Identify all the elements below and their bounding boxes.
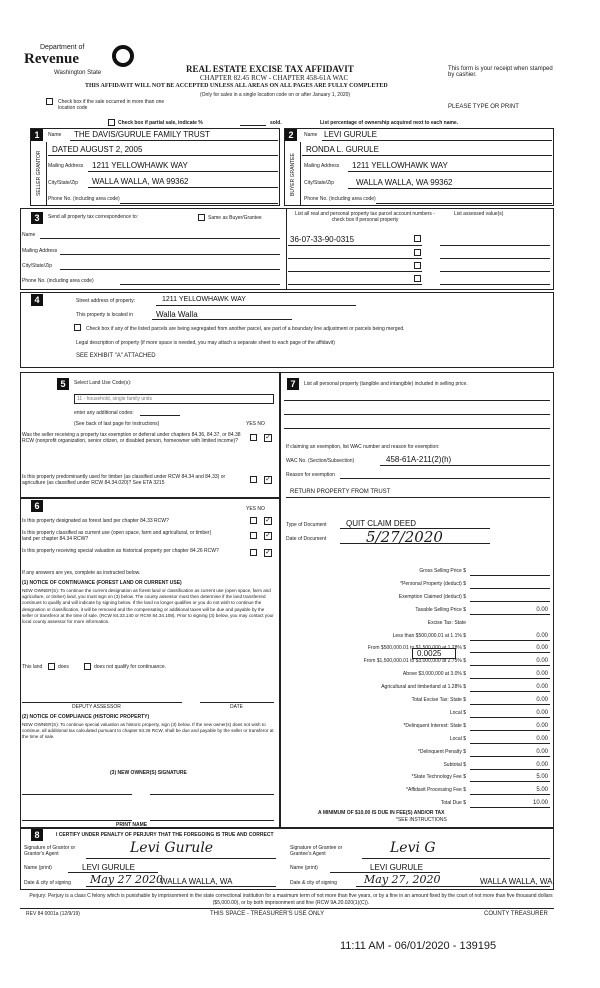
s5-q1-yes[interactable] xyxy=(250,434,257,441)
tax-row-label: *Personal Property (deduct) $ xyxy=(400,581,466,587)
continuance-text: NEW OWNER(S): To continue the current designation as forest land or classification as current use (open space, farm and agriculture, or timber) land, you must sign on (3) below. The county assessor must then determine if the land transferred continues to qualify and will indicate by signing below. If the land no longer qualifies or you do not wish to continue the designation or classification, it will be removed and the compensating or additional taxes will be due and payable by the seller or transferor at the time of sale. (RCW 84.33.140 or RCW 84.34.108). Prior to signing (3) below, you may contact your local county assessor for more information. xyxy=(22,588,274,625)
see-back-note: (See back of last page for instructions) xyxy=(74,421,160,427)
minimum-due-note: A MINIMUM OF $10.00 IS DUE IN FEE(S) AND/OR TAX xyxy=(318,810,445,816)
tax-row-value[interactable]: 0.00 xyxy=(536,671,548,677)
tax-row-value[interactable]: 5.00 xyxy=(536,787,548,793)
seller-side-label: SELLER GRANTOR xyxy=(36,150,42,196)
s6-q1-no[interactable]: ✓ xyxy=(265,517,271,524)
s6-q2-no[interactable]: ✓ xyxy=(265,532,271,539)
section-1-number: 1 xyxy=(31,129,43,141)
tax-row-label: Total Due $ xyxy=(440,800,466,806)
parcel-number-1[interactable]: 36-07-33-90-0315 xyxy=(290,235,355,244)
s6-q1: Is this property designated as forest land per chapter 84.33 RCW? xyxy=(22,518,169,524)
personal-property-checkbox-4[interactable] xyxy=(414,275,421,282)
grantee-signature[interactable]: Levi G xyxy=(390,840,436,856)
section-4-number: 4 xyxy=(31,294,43,306)
tax-row-label: *Delinquent Penalty $ xyxy=(417,749,466,755)
treasurer-space-label: THIS SPACE - TREASURER'S USE ONLY xyxy=(210,911,325,917)
assessor-date-label: DATE xyxy=(230,704,243,710)
section-3-number: 3 xyxy=(31,212,43,224)
form-title: REAL ESTATE EXCISE TAX AFFIDAVIT xyxy=(186,64,354,74)
single-location-note: (Only for sales in a single location code on or after January 1, 2020) xyxy=(200,92,351,98)
tax-row-label: Agricultural and timberland at 1.28% $ xyxy=(381,684,466,690)
buyer-side-label: BUYER GRANTEE xyxy=(290,153,296,196)
grantee-sign-date[interactable]: May 27, 2020 xyxy=(364,873,441,886)
parcel-header: List all real and personal property tax parcel account numbers - check box if personal property xyxy=(295,211,435,223)
s6-q3: Is this property receiving special valuation as historical property per chapter 84.26 RCW? xyxy=(22,548,219,554)
tax-row-value[interactable]: 0.00 xyxy=(536,762,548,768)
same-as-buyer-checkbox[interactable] xyxy=(198,214,205,221)
s6-q1-yes[interactable] xyxy=(250,517,257,524)
tax-row-label: Subtotal $ xyxy=(443,762,466,768)
tax-row-label: Exemption Claimed (deduct) $ xyxy=(398,594,466,600)
grantee-sign-city[interactable]: WALLA WALLA, WA xyxy=(480,877,553,886)
send-correspondence-label: Send all property tax correspondence to: xyxy=(48,214,139,220)
seller-city-label: City/State/Zip xyxy=(48,180,79,186)
same-as-buyer-label: Same as Buyer/Grantee xyxy=(208,215,262,221)
buyer-phone-label: Phone No. (including area code) xyxy=(304,196,376,202)
partial-sale-label: Check box if partial sale, indicate % xyxy=(118,120,203,126)
tax-row-value[interactable]: 0.00 xyxy=(536,723,548,729)
seller-name-label: Name xyxy=(48,132,62,138)
buyer-mailing-label: Mailing Address xyxy=(304,163,340,169)
buyer-name-label: Name xyxy=(304,132,318,138)
land-use-select[interactable] xyxy=(74,394,274,404)
tax-row-label: Gross Selling Price $ xyxy=(419,568,466,574)
land-does-checkbox[interactable] xyxy=(48,663,55,670)
tax-row-label: Excise Tax: State xyxy=(427,620,466,626)
grantor-signature[interactable]: Levi Gurule xyxy=(130,840,214,856)
exemption-label: If claiming an exemption, list WAC number and reason for exemption: xyxy=(286,444,440,450)
s3-mailing-label: Mailing Address xyxy=(22,248,58,254)
s5-q2-no[interactable]: ✓ xyxy=(265,476,271,483)
s6-q2-yes[interactable] xyxy=(250,532,257,539)
grantor-print-name[interactable]: LEVI GURULE xyxy=(82,863,135,872)
form-subtitle: CHAPTER 82.45 RCW - CHAPTER 458-61A WAC xyxy=(200,74,349,82)
print-name-label: PRINT NAME xyxy=(116,822,148,828)
tax-row-label: From $500,000.01 to $1,500,000 at 1.28% $ xyxy=(367,645,466,651)
located-label: This property is located in xyxy=(76,312,133,318)
land-use-value: 11 - household, single family units xyxy=(77,396,152,402)
assessed-header: List assessed value(s) xyxy=(454,211,504,217)
reason-label: Reason for exemption xyxy=(286,472,335,478)
section-7-number: 7 xyxy=(287,378,299,390)
grantee-name-label: Name (print) xyxy=(290,865,318,871)
grantee-sig-label: Signature of Grantee or Grantee's Agent xyxy=(290,845,343,857)
seller-mailing-label: Mailing Address xyxy=(48,163,84,169)
multi-location-label: Check box if the sale occurred in more than one location code xyxy=(58,99,165,111)
s5-q2-yes[interactable] xyxy=(250,476,257,483)
tax-row-value[interactable]: 0.00 xyxy=(536,736,548,742)
doc-date-label: Date of Document xyxy=(286,536,327,542)
tax-row-value[interactable]: 0.00 xyxy=(536,607,548,613)
personal-property-checkbox-2[interactable] xyxy=(414,249,421,256)
legal-description[interactable]: SEE EXHIBIT "A" ATTACHED xyxy=(76,353,156,359)
tax-row-label: Less than $500,000.01 at 1.1% $ xyxy=(392,633,466,639)
washington-state-label: Washington State xyxy=(54,70,102,76)
street-label: Street address of property: xyxy=(76,298,136,304)
grantee-date-label: Date & city of signing xyxy=(290,880,337,886)
does-not-label: does not qualify for continuance. xyxy=(94,664,166,670)
personal-property-label: List all personal property (tangible and intangible) included in selling price. xyxy=(304,381,468,387)
tax-row-value[interactable]: 0.00 xyxy=(536,749,548,755)
grantor-sign-date[interactable]: May 27 2020 xyxy=(90,873,164,886)
revenue-logo-icon xyxy=(112,45,134,67)
local-rate-box[interactable] xyxy=(412,648,456,659)
new-owner-sig-label: (3) NEW OWNER(S) SIGNATURE xyxy=(110,770,187,776)
tax-row-value[interactable]: 0.00 xyxy=(536,658,548,664)
see-instructions: *SEE INSTRUCTIONS xyxy=(396,817,447,823)
revenue-logo-text: Revenue xyxy=(24,51,79,67)
compliance-text: NEW OWNER(S): To continue special valuation as historic property, sign (3) below. If the new owner(s) does not wish to continue, all additional tax calculated pursuant to chapter 84.26 RCW, shall be due and payable by the seller or transferor at the time of sale. xyxy=(22,722,274,740)
land-does-not-checkbox[interactable] xyxy=(84,663,91,670)
property-located[interactable]: Walla Walla xyxy=(156,310,198,319)
s5-q1: Was the seller receiving a property tax exemption or deferral under chapters 84.36, 84.37, or 84.38 RCW (nonprofit organization, senior citizen, or disabled person, homeowner with limited income)? xyxy=(22,432,241,444)
doc-date[interactable]: 5/27/2020 xyxy=(366,528,443,546)
property-street[interactable]: 1211 YELLOWHAWK WAY xyxy=(162,296,246,303)
continuance-title: (1) NOTICE OF CONTINUANCE (FOREST LAND OR CURRENT USE) xyxy=(22,580,182,586)
compliance-title: (2) NOTICE OF COMPLIANCE (HISTORIC PROPERTY) xyxy=(22,714,150,720)
receipt-note: This form is your receipt when stamped by cashier. xyxy=(448,66,553,78)
buyer-name[interactable]: LEVI GURULE xyxy=(324,130,377,139)
grantor-name-label: Name (print) xyxy=(24,865,52,871)
partial-sale-checkbox[interactable] xyxy=(108,119,115,126)
land-use-label: Select Land Use Code(s): xyxy=(74,380,132,386)
tax-row-label: *Affidavit Processing Fee $ xyxy=(406,787,466,793)
buyer-city[interactable]: WALLA WALLA, WA 99362 xyxy=(356,178,453,187)
buyer-mailing[interactable]: 1211 YELLOWHAWK WAY xyxy=(352,161,448,170)
tax-row-label: Local $ xyxy=(449,710,466,716)
tax-row-label: Above $3,000,000 at 3.0% $ xyxy=(402,671,466,677)
form-number: REV 84 0001a (12/9/19) xyxy=(26,911,80,917)
does-label: does xyxy=(58,664,69,670)
sold-label: sold. xyxy=(270,120,282,126)
doc-type-label: Type of Document xyxy=(286,522,327,528)
additional-codes-label: enter any additional codes: xyxy=(74,410,134,416)
recording-stamp: 11:11 AM - 06/01/2020 - 139195 xyxy=(340,940,497,952)
s5-yes-no: YES NO xyxy=(246,421,265,427)
grantor-date-label: Date & city of signing xyxy=(24,880,71,886)
s3-phone-label: Phone No. (including area code) xyxy=(22,278,94,284)
s6-q3-yes[interactable] xyxy=(250,549,257,556)
please-type-label: PLEASE TYPE OR PRINT xyxy=(448,104,519,110)
tax-row-label: Total Excise Tax: State $ xyxy=(411,697,466,703)
buyer-name-line2[interactable]: RONDA L. GURULE xyxy=(306,145,379,154)
s6-yes-no: YES NO xyxy=(246,506,265,512)
buyer-city-label: City/State/Zip xyxy=(304,180,335,186)
certify-statement: I CERTIFY UNDER PENALTY OF PERJURY THAT THE FOREGOING IS TRUE AND CORRECT xyxy=(56,832,274,838)
tax-row-value[interactable]: 5.00 xyxy=(536,774,548,780)
tax-row-label: Taxable Selling Price $ xyxy=(415,607,466,613)
tax-row-label: From $1,500,000.01 to $3,000,000 at 2.75% $ xyxy=(363,658,466,664)
segregated-checkbox[interactable] xyxy=(74,324,81,331)
seller-mailing[interactable]: 1211 YELLOWHAWK WAY xyxy=(92,161,188,170)
perjury-notice: Perjury: Perjury is a class C felony which is punishable by imprisonment in the state correctional institution for a maximum term of not more than five years, or by a fine in an amount fixed by the court of not more than five thousand dollars ($5,000.00), or by both imprisonment and fine (RCW 9A.20.020(1)(C)). xyxy=(29,893,553,906)
legal-desc-label: Legal description of property (if more space is needed, you may attach a separate sheet to each page of the affidavit) xyxy=(76,340,335,346)
this-land-label: This land xyxy=(22,664,43,670)
tax-row-value[interactable]: 0.00 xyxy=(536,684,548,690)
section-2-number: 2 xyxy=(285,129,297,141)
section-7 xyxy=(280,372,554,828)
seller-phone-label: Phone No. (including area code) xyxy=(48,196,120,202)
tax-row-value[interactable]: 10.00 xyxy=(532,800,548,806)
tax-row-value[interactable]: 0.00 xyxy=(536,710,548,716)
ownership-note: List percentage of ownership acquired next to each name. xyxy=(320,120,459,126)
grantee-print-name[interactable]: LEVI GURULE xyxy=(370,863,423,872)
deputy-assessor-label: DEPUTY ASSESSOR xyxy=(72,704,121,710)
s5-q2: Is this property predominantly used for timber (as classified under RCW 84.34 and 84.33) or agriculture (as classified under RCW 84.34.020)? See ETA 3215 xyxy=(22,474,226,486)
doc-type[interactable]: QUIT CLAIM DEED xyxy=(346,519,417,528)
grantor-sign-city[interactable]: WALLA WALLA, WA xyxy=(160,877,233,886)
tax-row-label: Local $ xyxy=(449,736,466,742)
tax-row-label: *State Technology Fee $ xyxy=(411,774,466,780)
section-3 xyxy=(20,208,554,290)
exemption-reason[interactable]: RETURN PROPERTY FROM TRUST xyxy=(290,489,391,495)
wac-number[interactable]: 458-61A-211(2)(h) xyxy=(386,455,452,464)
tax-row-value[interactable]: 0.00 xyxy=(536,697,548,703)
s6-if-any: If any answers are yes, complete as instructed below. xyxy=(22,570,141,576)
seller-name-line2[interactable]: DATED AUGUST 2, 2005 xyxy=(52,145,143,154)
segregated-label: Check box if any of the listed parcels are being segregated from another parcel, are part of a boundary line adjustment or parcels being merged. xyxy=(86,326,405,332)
wac-label: WAC No. (Section/Subsection) xyxy=(286,458,355,464)
section-6-number: 6 xyxy=(31,500,43,512)
s3-city-label: City/State/Zip xyxy=(22,263,53,269)
s6-q2: Is this property classified as current use (open space, farm and agricultural, or timber) land per chapter 84.34 RCW? xyxy=(22,530,212,542)
tax-row-value[interactable]: 0.00 xyxy=(536,645,548,651)
section-5-number: 5 xyxy=(57,378,69,390)
form-warning: THIS AFFIDAVIT WILL NOT BE ACCEPTED UNLESS ALL AREAS ON ALL PAGES ARE FULLY COMPLETED xyxy=(85,83,388,89)
personal-property-checkbox-1[interactable] xyxy=(414,235,421,242)
tax-row-value[interactable]: 0.00 xyxy=(536,633,548,639)
county-treasurer-label: COUNTY TREASURER xyxy=(484,911,548,917)
s5-q1-no[interactable]: ✓ xyxy=(265,434,271,441)
section-8-number: 8 xyxy=(31,829,43,841)
s6-q3-no[interactable]: ✓ xyxy=(265,549,271,556)
seller-name[interactable]: THE DAVIS/GURULE FAMILY TRUST xyxy=(74,130,210,139)
grantor-sig-label: Signature of Grantor or Grantor's Agent xyxy=(24,845,76,857)
dept-label: Department of xyxy=(40,44,85,51)
local-rate: 0.0025 xyxy=(417,649,442,658)
s3-name-label: Name xyxy=(22,232,36,238)
personal-property-checkbox-3[interactable] xyxy=(414,262,421,269)
multi-location-checkbox[interactable] xyxy=(46,98,53,105)
seller-city[interactable]: WALLA WALLA, WA 99362 xyxy=(92,177,189,186)
tax-row-label: *Delinquent Interest: State $ xyxy=(403,723,466,729)
